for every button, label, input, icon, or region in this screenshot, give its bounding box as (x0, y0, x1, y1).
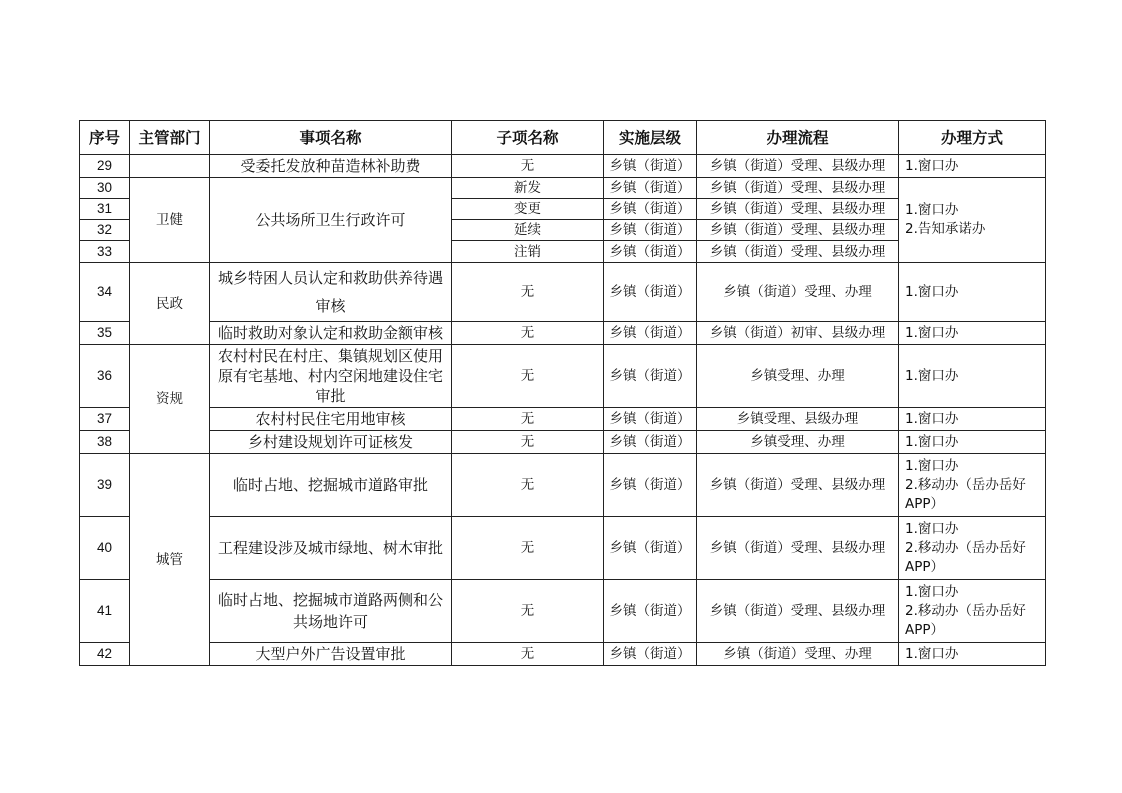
row-sub: 无 (452, 345, 604, 408)
row-seq: 35 (80, 322, 130, 345)
row-seq: 42 (80, 643, 130, 666)
row-dept-empty (130, 155, 210, 178)
row-seq: 31 (80, 199, 130, 220)
row-seq: 29 (80, 155, 130, 178)
method-line: 2.移动办（岳办岳好 (905, 476, 1026, 493)
row-level: 乡镇（街道） (604, 517, 697, 580)
header-dept: 主管部门 (130, 121, 210, 155)
method-line: 1.窗口办 (905, 202, 959, 218)
row-method (899, 408, 1046, 431)
row-seq: 39 (80, 454, 130, 517)
row-item: 大型户外广告设置审批 (210, 643, 452, 666)
row-level: 乡镇（街道） (604, 155, 697, 178)
method-line: 2.告知承诺办 (905, 221, 986, 237)
row-seq: 38 (80, 431, 130, 454)
method-line: 1.窗口办 (905, 157, 959, 174)
row-seq: 33 (80, 241, 130, 263)
row-flow: 乡镇（街道）初审、县级办理 (697, 322, 899, 345)
row-item: 临时占地、挖掘城市道路审批 (210, 454, 452, 517)
row-sub: 注销 (452, 241, 604, 263)
row-item: 乡村建设规划许可证核发 (210, 431, 452, 454)
method-line: 2.移动办（岳办岳好 (905, 539, 1026, 556)
row-level: 乡镇（街道） (604, 263, 697, 322)
dept-minzheng: 民政 (130, 263, 210, 345)
method-line: APP） (905, 621, 945, 638)
row-sub: 无 (452, 408, 604, 431)
row-seq: 40 (80, 517, 130, 580)
row-method (899, 178, 1046, 263)
row-flow: 乡镇（街道）受理、县级办理 (697, 220, 899, 241)
method-line: 1.窗口办 (905, 433, 959, 450)
row-flow: 乡镇（街道）受理、县级办理 (697, 241, 899, 263)
method-line: 1.窗口办 (905, 410, 959, 427)
table-header-row (80, 121, 1046, 155)
table-row (80, 322, 1046, 345)
row-flow: 乡镇（街道）受理、县级办理 (697, 517, 899, 580)
row-flow: 乡镇（街道）受理、办理 (697, 263, 899, 322)
row-level: 乡镇（街道） (604, 643, 697, 666)
row-level: 乡镇（街道） (604, 580, 697, 643)
header-flow: 办理流程 (697, 121, 899, 155)
row-level: 乡镇（街道） (604, 431, 697, 454)
header-level: 实施层级 (604, 121, 697, 155)
row-method (899, 643, 1046, 666)
method-line: 1.窗口办 (905, 583, 959, 600)
row-item: 公共场所卫生行政许可 (210, 178, 452, 263)
row-sub: 无 (452, 517, 604, 580)
header-method: 办理方式 (899, 121, 1046, 155)
row-sub: 无 (452, 322, 604, 345)
row-sub: 无 (452, 263, 604, 322)
table-row (80, 454, 1046, 517)
row-sub: 新发 (452, 178, 604, 199)
row-method (899, 155, 1046, 178)
row-flow: 乡镇（街道）受理、县级办理 (697, 454, 899, 517)
method-line: 1.窗口办 (905, 520, 959, 537)
method-line: APP） (905, 495, 945, 512)
row-level: 乡镇（街道） (604, 199, 697, 220)
row-seq: 41 (80, 580, 130, 643)
row-method (899, 454, 1046, 517)
row-sub: 无 (452, 431, 604, 454)
row-method (899, 431, 1046, 454)
header-item: 事项名称 (210, 121, 452, 155)
header-seq: 序号 (80, 121, 130, 155)
table-row (80, 155, 1046, 178)
table-row (80, 580, 1046, 643)
row-method (899, 345, 1046, 408)
row-flow: 乡镇（街道）受理、县级办理 (697, 178, 899, 199)
method-line: APP） (905, 558, 945, 575)
table-row (80, 517, 1046, 580)
method-line: 1.窗口办 (905, 324, 959, 341)
method-line: 1.窗口办 (905, 367, 959, 384)
row-flow: 乡镇（街道）受理、办理 (697, 643, 899, 666)
table-row (80, 263, 1046, 322)
row-sub: 延续 (452, 220, 604, 241)
method-line: 1.窗口办 (905, 457, 959, 474)
row-item: 临时占地、挖掘城市道路两侧和公共场地许可 (210, 580, 452, 643)
method-line: 2.移动办（岳办岳好 (905, 602, 1026, 619)
row-seq: 37 (80, 408, 130, 431)
row-flow: 乡镇（街道）受理、县级办理 (697, 199, 899, 220)
row-method (899, 580, 1046, 643)
table-row (80, 643, 1046, 666)
row-seq: 30 (80, 178, 130, 199)
row-level: 乡镇（街道） (604, 408, 697, 431)
row-item: 临时救助对象认定和救助金额审核 (210, 322, 452, 345)
row-seq: 36 (80, 345, 130, 408)
row-item: 农村村民住宅用地审核 (210, 408, 452, 431)
row-item: 工程建设涉及城市绿地、树木审批 (210, 517, 452, 580)
table-row (80, 408, 1046, 431)
row-level: 乡镇（街道） (604, 454, 697, 517)
row-flow: 乡镇受理、办理 (697, 345, 899, 408)
dept-ziguei: 资规 (130, 345, 210, 454)
row-item: 农村村民在村庄、集镇规划区使用原有宅基地、村内空闲地建设住宅审批 (210, 345, 452, 408)
row-method (899, 517, 1046, 580)
row-level: 乡镇（街道） (604, 220, 697, 241)
row-flow: 乡镇受理、办理 (697, 431, 899, 454)
row-level: 乡镇（街道） (604, 345, 697, 408)
table-row (80, 178, 1046, 199)
method-line: 1.窗口办 (905, 283, 959, 300)
row-sub: 无 (452, 643, 604, 666)
row-flow: 乡镇受理、县级办理 (697, 408, 899, 431)
row-method (899, 322, 1046, 345)
row-flow: 乡镇（街道）受理、县级办理 (697, 580, 899, 643)
row-seq: 32 (80, 220, 130, 241)
row-level: 乡镇（街道） (604, 178, 697, 199)
row-method (899, 263, 1046, 322)
row-level: 乡镇（街道） (604, 322, 697, 345)
row-seq: 34 (80, 263, 130, 322)
row-sub: 变更 (452, 199, 604, 220)
row-flow: 乡镇（街道）受理、县级办理 (697, 155, 899, 178)
dept-weijian: 卫健 (130, 178, 210, 263)
service-items-table (79, 120, 1046, 666)
table-row (80, 431, 1046, 454)
row-level: 乡镇（街道） (604, 241, 697, 263)
row-sub: 无 (452, 454, 604, 517)
method-line: 1.窗口办 (905, 645, 959, 662)
row-item: 城乡特困人员认定和救助供养待遇审核 (210, 263, 452, 322)
row-item: 受委托发放种苗造林补助费 (210, 155, 452, 178)
dept-chengguan: 城管 (130, 454, 210, 666)
row-sub: 无 (452, 155, 604, 178)
header-sub: 子项名称 (452, 121, 604, 155)
table-row (80, 345, 1046, 408)
row-sub: 无 (452, 580, 604, 643)
